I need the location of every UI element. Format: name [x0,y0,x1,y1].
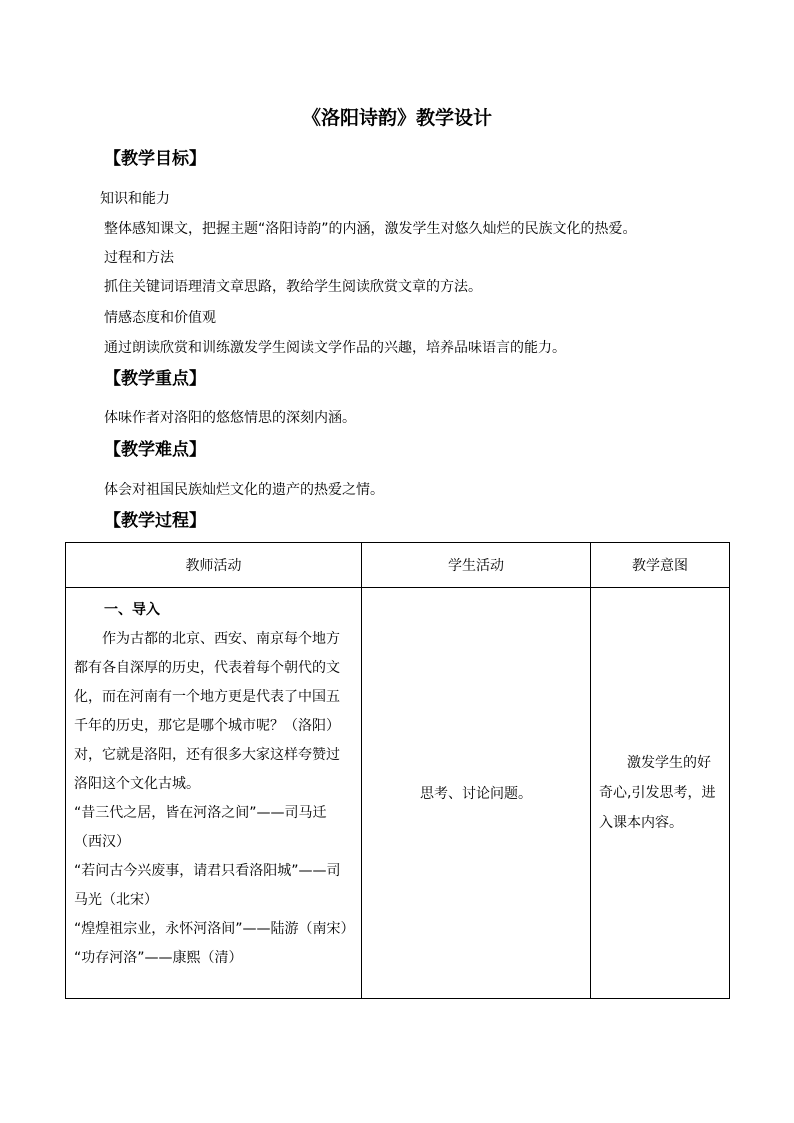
knowledge-label: 知识和能力 [100,191,170,207]
table-row [66,588,730,999]
process-method-text: 抓住关键词语理清文章思路，教给学生阅读欣赏文章的方法。 [104,279,482,295]
column-header-student: 学生活动 [362,543,591,588]
quote-1: “昔三代之居，皆在河洛之间”——司马迁（西汉） [74,805,327,850]
table-header-row [66,543,730,588]
quote-3: “煌煌祖宗业，永怀河洛间”——陆游（南宋） [74,921,355,937]
emotion-label: 情感态度和价值观 [104,310,216,326]
process-heading: 【教学过程】 [104,511,206,531]
key-points-heading: 【教学重点】 [104,369,206,389]
difficulties-heading: 【教学难点】 [104,440,206,460]
emotion-text: 通过朗读欣赏和训练激发学生阅读文学作品的兴趣，培养品味语言的能力。 [104,340,566,356]
intro-paragraph: 作为古都的北京、西安、南京每个地方都有各自深厚的历史，代表着每个朝代的文化，而在河南有一个地方更是代表了中国五千年的历史，那它是哪个城市呢？（洛阳）对，它就是洛阳，还有很多大家这样夸赞过洛阳这个文化古城。 [74,631,340,792]
document-title: 《洛阳诗韵》教学设计 [301,107,492,129]
teacher-activity-cell [66,588,362,999]
intent-text: 激发学生的好奇心,引发思考，进入课本内容。 [599,755,716,831]
quote-4: “功存河洛”——康熙（清） [74,950,243,966]
process-table [65,542,730,999]
quote-2: “若问古今兴废事，请君只看洛阳城”——司马光（北宋） [74,863,341,908]
objectives-heading: 【教学目标】 [104,149,206,169]
process-method-label: 过程和方法 [104,250,174,266]
section-title: 一、导入 [104,602,160,618]
difficulties-text: 体会对祖国民族灿烂文化的遗产的热爱之情。 [104,482,384,498]
knowledge-text: 整体感知课文，把握主题“洛阳诗韵”的内涵，激发学生对悠久灿烂的民族文化的热爱。 [104,221,637,237]
column-header-teacher: 教师活动 [66,543,362,588]
intent-cell [591,588,730,999]
student-activity-cell: 思考、讨论问题。 [362,588,591,999]
column-header-intent: 教学意图 [591,543,730,588]
key-points-text: 体味作者对洛阳的悠悠情思的深刻内涵。 [104,410,356,426]
